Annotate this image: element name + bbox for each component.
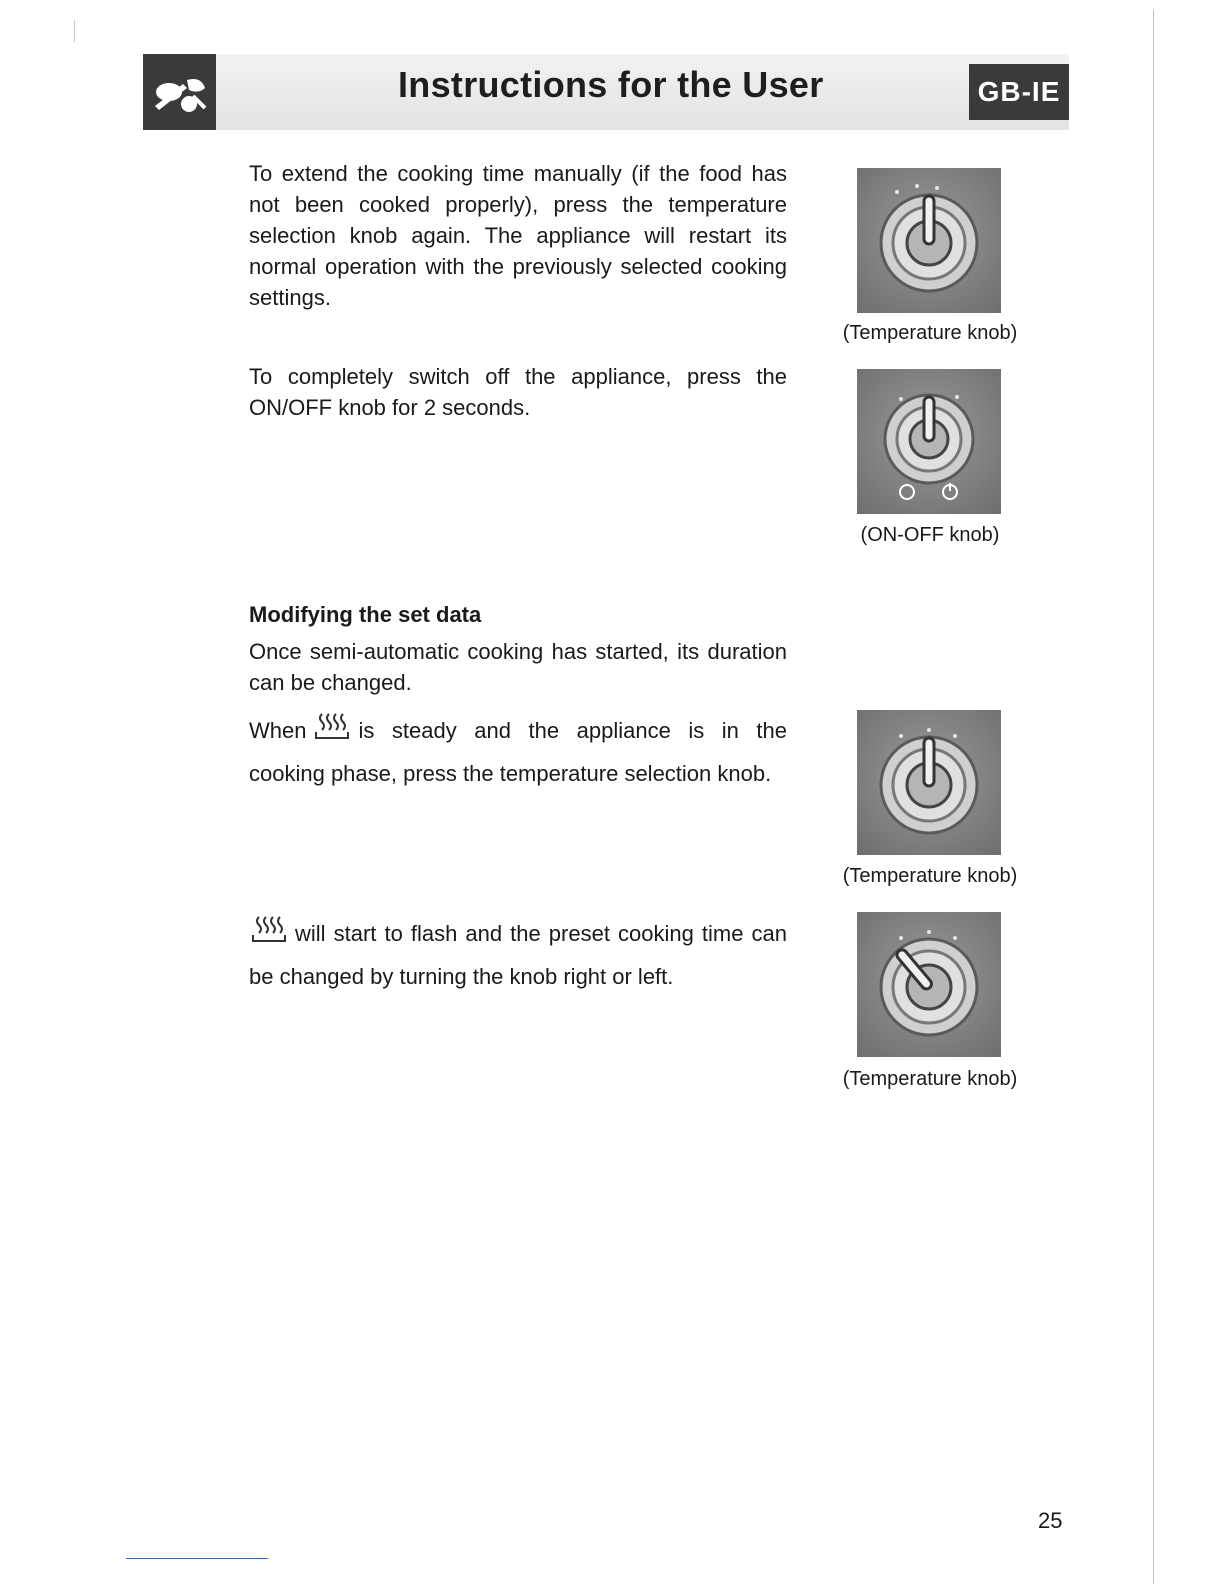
heating-element-icon [249, 913, 289, 957]
footer-rule [126, 1558, 268, 1559]
modify-paragraph: Once semi-automatic cooking has started, its duration can be changed. [249, 639, 787, 695]
temperature-knob-icon [857, 168, 1001, 313]
cooking-logo-icon [143, 54, 216, 130]
on-off-knob-icon [857, 369, 1001, 514]
flash-paragraph [249, 913, 787, 996]
heating-element-icon [312, 710, 352, 754]
switch-off-paragraph: To completely switch off the appliance, press the ON/OFF knob for 2 seconds. [249, 364, 787, 420]
figure-caption: (Temperature knob) [842, 1068, 1018, 1090]
scan-mark [74, 20, 75, 42]
language-badge: GB-IE [969, 64, 1069, 120]
page-number: 25 [1038, 1508, 1063, 1533]
when-label: When [249, 717, 307, 743]
page-edge-rule [1153, 10, 1154, 1584]
flash-text: will start to flash and the preset cooking time can be changed by turning the knob right or left. [249, 920, 787, 989]
when-steady-paragraph [249, 710, 787, 793]
page-title: Instructions for the User [398, 64, 824, 105]
temperature-knob-icon [857, 710, 1001, 855]
temperature-knob-turned-icon [857, 912, 1001, 1057]
extend-cooking-paragraph: To extend the cooking time manually (if the food has not been cooked properly), press the temperature selection knob again. The appliance will restart its normal operation with the previously selected cooking settings. [249, 161, 787, 310]
page-header [143, 54, 1069, 130]
figure-caption: (Temperature knob) [842, 322, 1018, 344]
modify-heading: Modifying the set data [249, 602, 482, 627]
figure-caption: (ON-OFF knob) [860, 524, 1000, 546]
figure-caption: (Temperature knob) [842, 865, 1018, 887]
when-steady-text: is steady and the appliance is in the cooking phase, press the temperature selection knob. [249, 717, 787, 786]
